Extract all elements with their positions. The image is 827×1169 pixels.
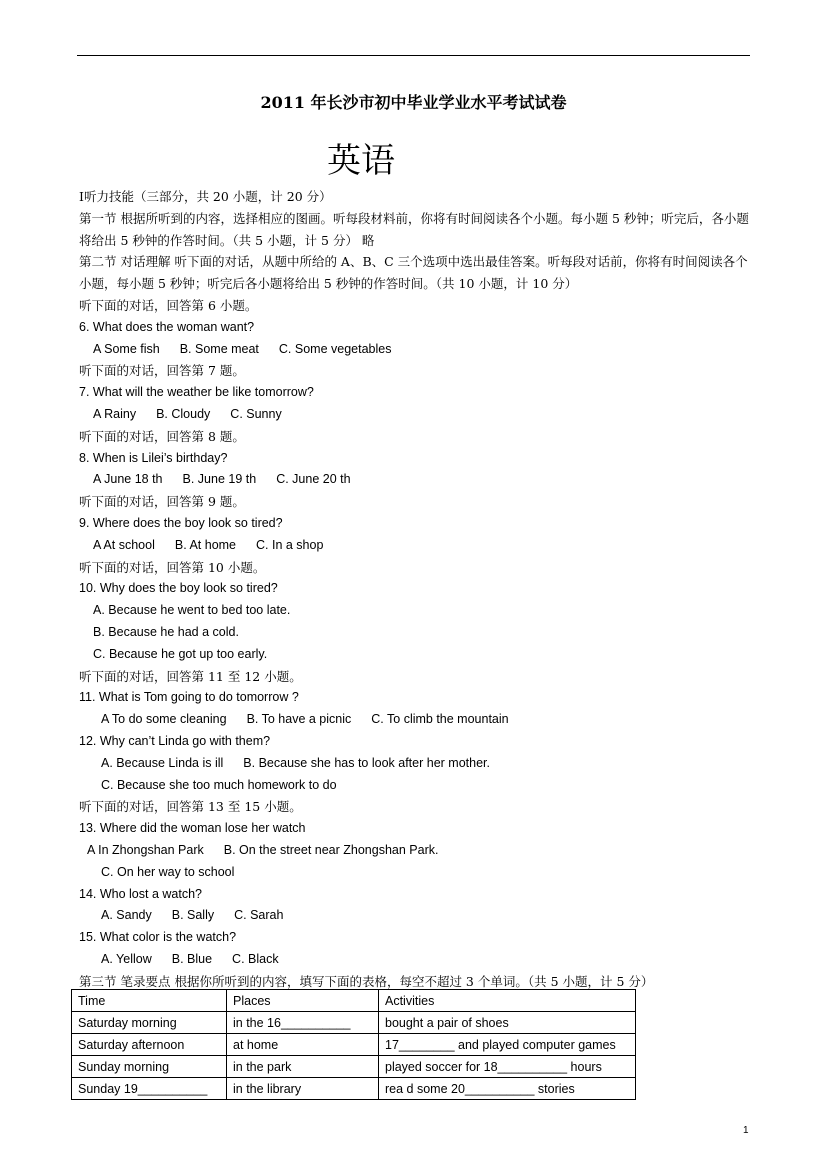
q10-question: 10. Why does the boy look so tired? <box>79 581 278 596</box>
header-rule <box>77 55 750 56</box>
section2-instructions: 第二节 对话理解 听下面的对话，从题中所给的 A、B、C 三个选项中选出最佳答案。听每段对话前，你将有时间阅读各个小题，每小题 5 秒钟；听完后各小题将给出 5 秒钟的作答时间。（共 10 小题，计 10 分） <box>79 254 748 292</box>
q6-option-b: B. Some meat <box>179 341 259 356</box>
q10-prompt: 听下面的对话，回答第 10 小题。 <box>79 559 266 575</box>
table-header-cell: Activities <box>379 990 636 1012</box>
table-cell: 17________ and played computer games <box>379 1034 636 1056</box>
q8-question: 8. When is Lilei’s birthday? <box>79 450 228 465</box>
q12-question: 12. Why can’t Linda go with them? <box>79 733 271 748</box>
table-row <box>72 1056 636 1078</box>
q9-option-b: B. At home <box>174 537 237 552</box>
exam-title: 2011 年长沙市初中毕业学业水平考试试卷 <box>260 93 567 112</box>
q13-option-c: C. On her way to school <box>101 864 235 879</box>
table-header-cell: Time <box>72 990 227 1012</box>
table-cell: bought a pair of shoes <box>379 1012 636 1034</box>
q13-option-b: B. On the street near Zhongshan Park. <box>223 842 439 857</box>
q12-options <box>79 753 751 775</box>
section1-instructions: 第一节 根据所听到的内容，选择相应的图画。听每段材料前，你将有时间阅读各个小题。每小题 5 秒钟；听完后，各小题将给出 5 秒钟的作答时间。（共 5 小题，计 5 分） 略 <box>79 210 749 248</box>
q9-prompt: 听下面的对话，回答第 9 题。 <box>79 494 245 510</box>
part1-header: Ⅰ听力技能（三部分，共 20 小题，计 20 分） <box>79 189 332 204</box>
q10-option-a: A. Because he went to bed too late. <box>93 603 291 618</box>
q8-option-c: C. June 20 th <box>276 472 351 487</box>
table-row <box>72 1034 636 1056</box>
q12-option-b: B. Because she has to look after her mother. <box>243 755 490 770</box>
q15-option-b: B. Blue <box>171 951 213 966</box>
q10-option-b: B. Because he had a cold. <box>93 624 239 639</box>
q15-option-c: C. Black <box>232 951 279 966</box>
q12-option-a: A. Because Linda is ill <box>101 755 224 770</box>
q7-option-b: B. Cloudy <box>156 406 211 421</box>
q11-12-prompt: 听下面的对话，回答第 11 至 12 小题。 <box>79 668 302 684</box>
notes-table <box>71 989 636 1100</box>
exam-body <box>79 186 751 992</box>
q9-option-c: C. In a shop <box>256 537 324 552</box>
q11-option-a: A To do some cleaning <box>101 712 227 727</box>
q11-question: 11. What is Tom going to do tomorrow ? <box>79 690 299 705</box>
q13-15-prompt: 听下面的对话，回答第 13 至 15 小题。 <box>79 799 302 815</box>
table-header-row <box>72 990 636 1012</box>
table-cell: Saturday morning <box>72 1012 227 1034</box>
q7-options <box>79 404 751 426</box>
table-cell: Sunday morning <box>72 1056 227 1078</box>
table-cell: in the library <box>227 1078 379 1100</box>
q14-option-a: A. Sandy <box>101 908 152 923</box>
q13-question: 13. Where did the woman lose her watch <box>79 821 306 836</box>
table-cell: at home <box>227 1034 379 1056</box>
q9-options <box>79 535 751 557</box>
q6-option-c: C. Some vegetables <box>278 341 392 356</box>
table-row <box>72 1078 636 1100</box>
table-cell: rea d some 20__________ stories <box>379 1078 636 1100</box>
page-number: 1 <box>743 1125 749 1136</box>
q13-options <box>79 840 751 862</box>
q14-option-b: B. Sally <box>171 908 215 923</box>
q10-option-c: C. Because he got up too early. <box>93 646 268 661</box>
q7-question: 7. What will the weather be like tomorrow? <box>79 385 314 400</box>
table-cell: Saturday afternoon <box>72 1034 227 1056</box>
q8-option-a: A June 18 th <box>93 472 163 487</box>
q7-option-c: C. Sunny <box>230 406 282 421</box>
q15-question: 15. What color is the watch? <box>79 930 237 945</box>
q9-option-a: A At school <box>93 537 155 552</box>
q12-option-c: C. Because she too much homework to do <box>101 777 337 792</box>
q8-option-b: B. June 19 th <box>182 472 257 487</box>
q11-option-b: B. To have a picnic <box>246 712 352 727</box>
q7-option-a: A Rainy <box>93 406 137 421</box>
table-cell: in the park <box>227 1056 379 1078</box>
table-header-cell: Places <box>227 990 379 1012</box>
section3-instructions: 第三节 笔录要点 根据你所听到的内容，填写下面的表格，每空不超过 3 个单词。（共 5 小题，计 5 分） <box>79 973 654 989</box>
q6-prompt: 听下面的对话，回答第 6 小题。 <box>79 297 258 313</box>
q8-options <box>79 469 751 491</box>
table-cell: Sunday 19__________ <box>72 1078 227 1100</box>
table-cell: played soccer for 18__________ hours <box>379 1056 636 1078</box>
q14-question: 14. Who lost a watch? <box>79 886 202 901</box>
q11-options <box>79 709 751 731</box>
q6-question: 6. What does the woman want? <box>79 319 255 334</box>
q7-prompt: 听下面的对话，回答第 7 题。 <box>79 363 245 379</box>
q6-option-a: A Some fish <box>93 341 160 356</box>
subject-title: 英语 <box>327 141 395 181</box>
q9-question: 9. Where does the boy look so tired? <box>79 515 283 530</box>
q8-prompt: 听下面的对话，回答第 8 题。 <box>79 428 245 444</box>
q14-option-c: C. Sarah <box>234 908 284 923</box>
table-cell: in the 16__________ <box>227 1012 379 1034</box>
q13-option-a: A In Zhongshan Park <box>87 842 204 857</box>
q15-options <box>79 949 751 971</box>
q15-option-a: A. Yellow <box>101 951 152 966</box>
table-row <box>72 1012 636 1034</box>
q11-option-c: C. To climb the mountain <box>371 712 509 727</box>
q14-options <box>79 905 751 927</box>
q6-options <box>79 339 751 361</box>
